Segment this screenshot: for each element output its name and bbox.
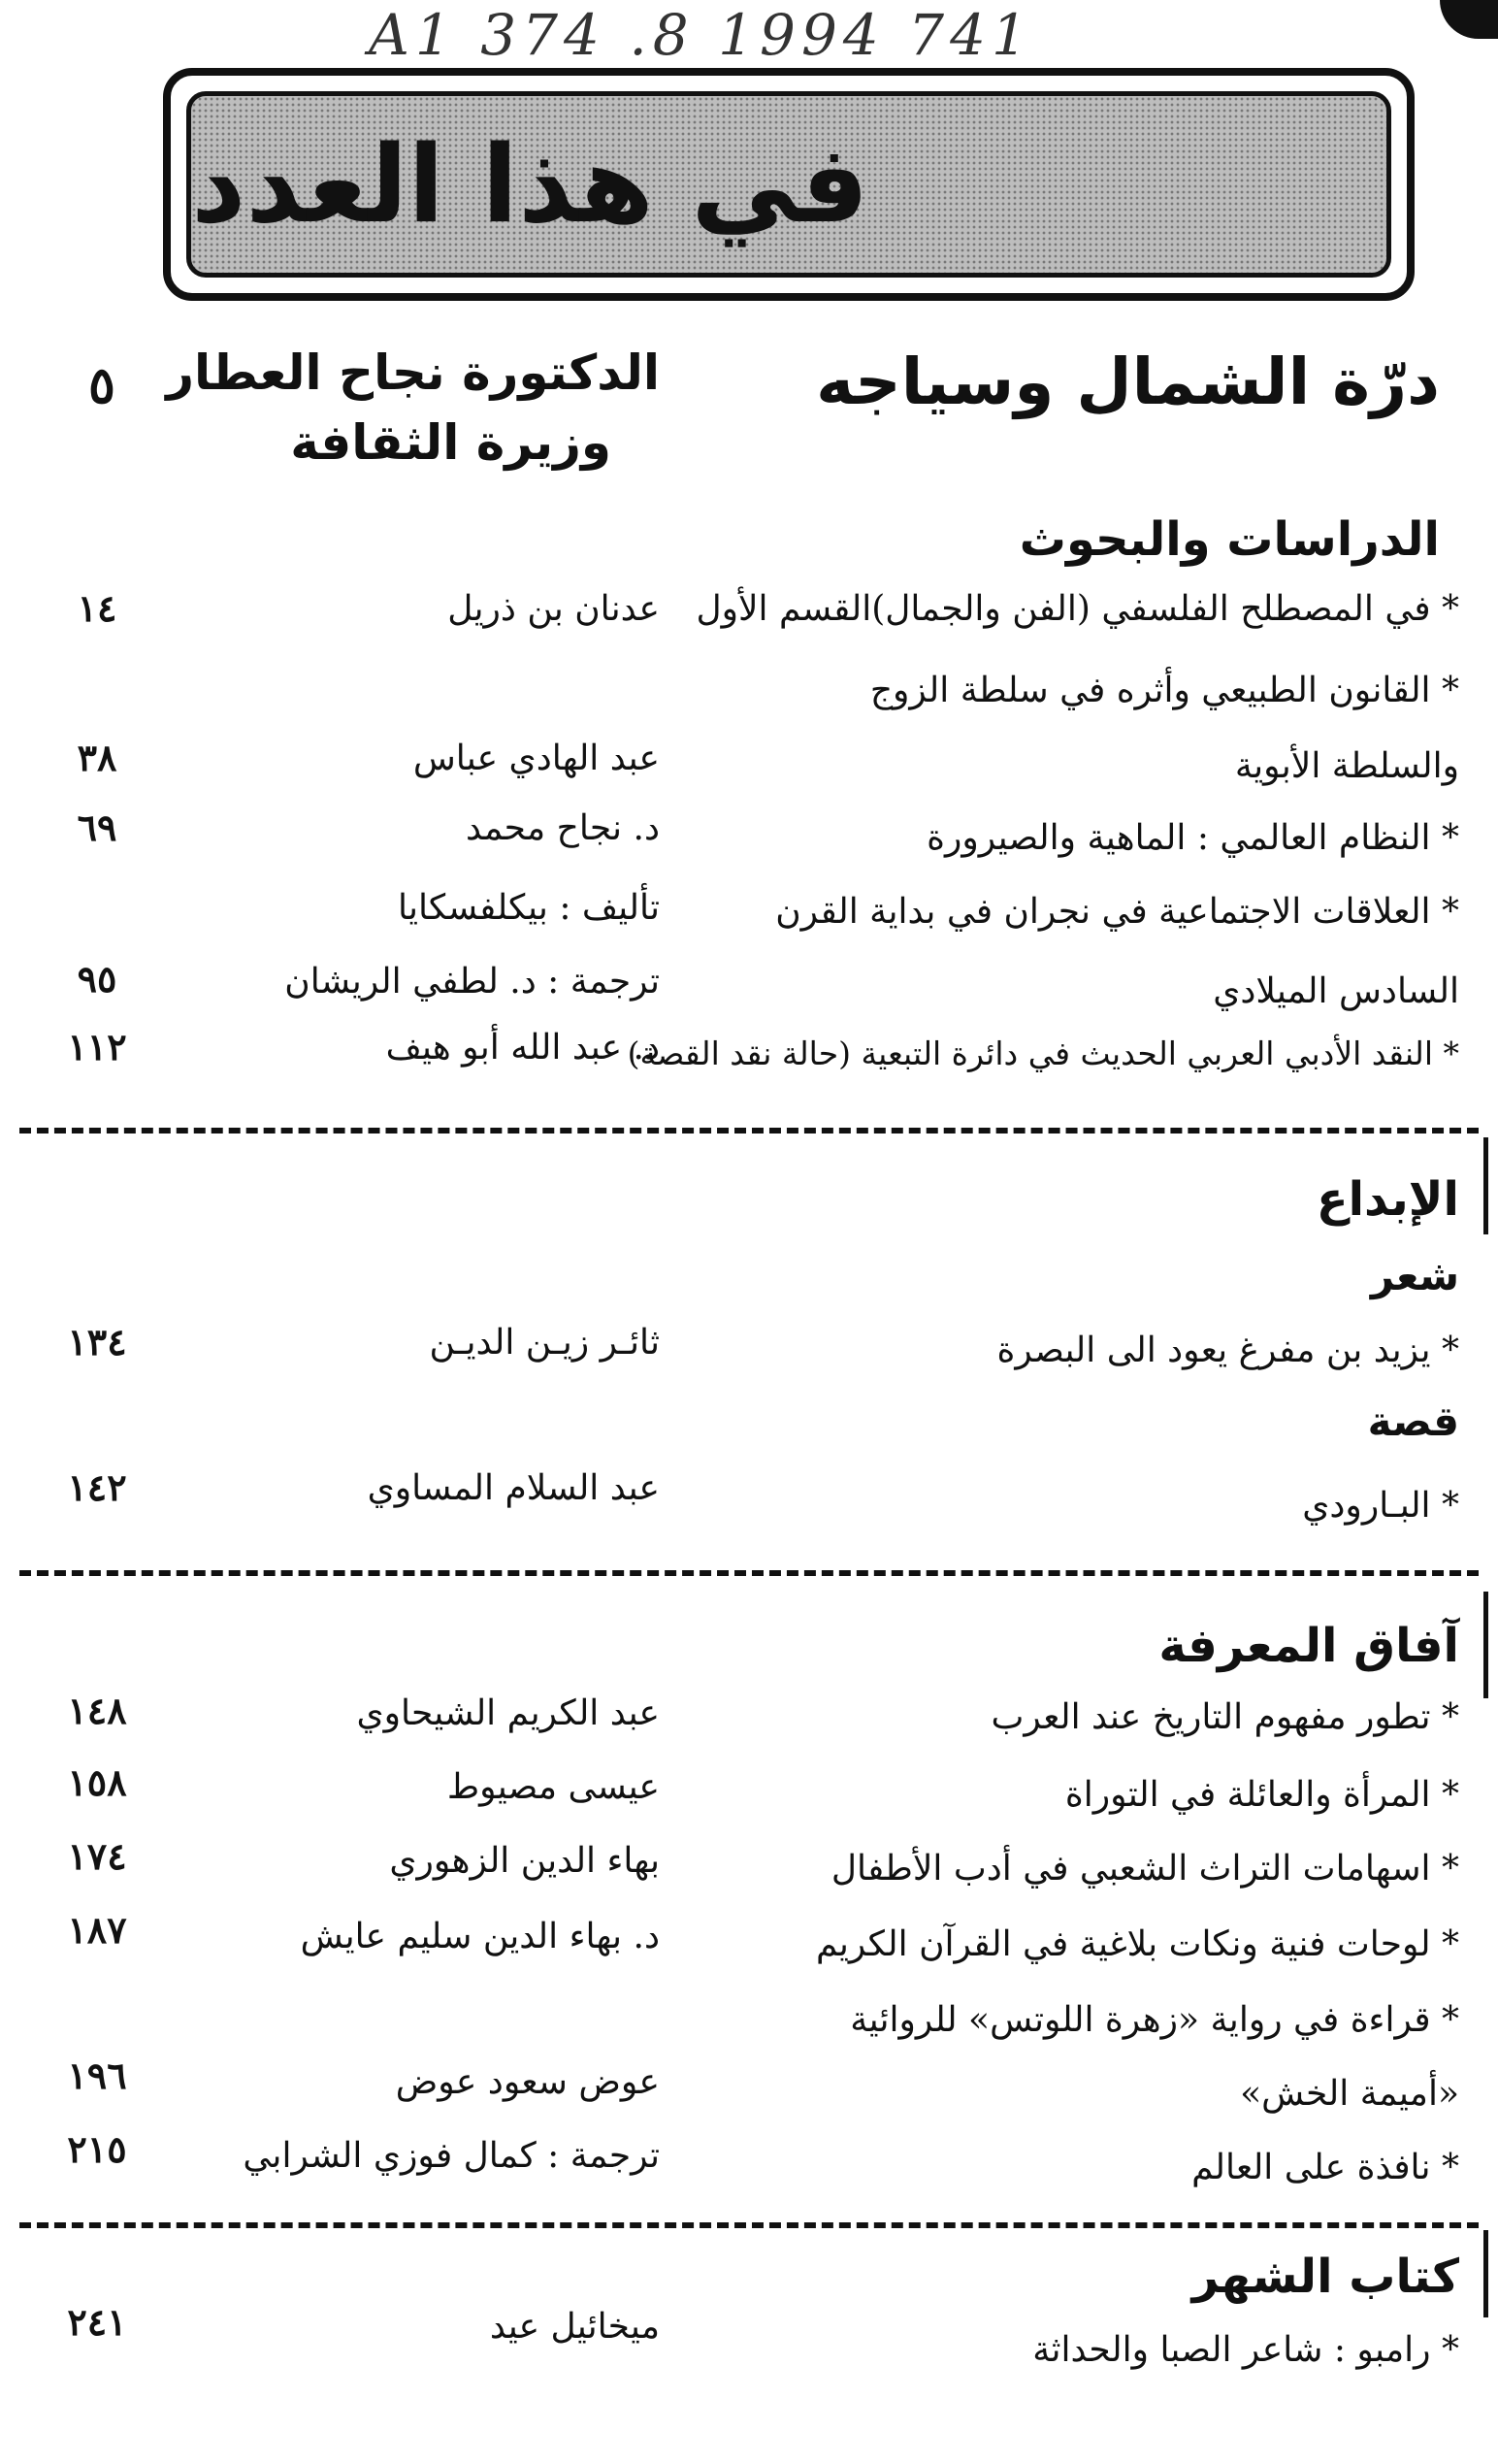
scan-corner-mark bbox=[1440, 0, 1498, 39]
toc-page: ٢١٥ bbox=[67, 2127, 127, 2171]
feature-author: الدكتورة نجاح العطار bbox=[166, 345, 660, 401]
toc-author: د. نجاح محمد bbox=[465, 808, 660, 848]
toc-title: * رامبو : شاعر الصبا والحداثة bbox=[1032, 2330, 1459, 2370]
toc-title: * يزيد بن مفرغ يعود الى البصرة bbox=[996, 1331, 1459, 1370]
toc-page: ٩٥ bbox=[77, 957, 117, 1001]
toc-author: عبد الهادي عباس bbox=[412, 739, 660, 778]
banner-frame bbox=[163, 68, 1415, 301]
section-title-book-of-month: كتاب الشهر bbox=[1191, 2250, 1459, 2304]
toc-title: * في المصطلح الفلسفي (الفن والجمال)القسم الأول bbox=[696, 589, 1459, 629]
toc-title: * القانون الطبيعي وأثره في سلطة الزوج bbox=[869, 671, 1459, 710]
toc-title: * البـارودي bbox=[1302, 1486, 1459, 1526]
subsection-title-story: قصة bbox=[1367, 1397, 1459, 1445]
section-title-horizons: آفاق المعرفة bbox=[1158, 1619, 1459, 1673]
toc-title: والسلطة الأبوية bbox=[1234, 746, 1459, 786]
feature-credit bbox=[39, 345, 660, 490]
toc-page: ٦٩ bbox=[77, 805, 117, 849]
toc-page: ١٣٤ bbox=[67, 1320, 127, 1363]
section-marker-bar bbox=[1483, 1592, 1488, 1698]
toc-title: * لوحات فنية ونكات بلاغية في القرآن الكريم bbox=[815, 1924, 1459, 1964]
toc-author: ترجمة : د. لطفي الريشان bbox=[284, 962, 660, 1002]
toc-author: عبد السلام المساوي bbox=[367, 1468, 660, 1508]
banner-panel bbox=[186, 91, 1391, 278]
toc-author: عبد الكريم الشيحاوي bbox=[356, 1693, 660, 1733]
toc-page: ٢٤١ bbox=[67, 2300, 127, 2344]
section-marker-bar bbox=[1483, 1137, 1488, 1234]
toc-author: عدنان بن ذريل bbox=[447, 589, 660, 629]
feature-page: ٥ bbox=[88, 356, 115, 415]
toc-title: * اسهامات التراث الشعبي في أدب الأطفال bbox=[830, 1849, 1459, 1889]
toc-page: ١٤٢ bbox=[67, 1465, 127, 1509]
toc-author: عيسى مصيوط bbox=[446, 1767, 660, 1807]
toc-title: * النقد الأدبي العربي الحديث في دائرة التبعية (حالة نقد القصة) bbox=[627, 1035, 1459, 1072]
toc-author: بهاء الدين الزهوري bbox=[389, 1841, 660, 1881]
toc-page: ١١٢ bbox=[67, 1025, 127, 1068]
section-title-creativity: الإبداع bbox=[1316, 1172, 1459, 1227]
toc-title: * العلاقات الاجتماعية في نجران في بداية القرن bbox=[775, 892, 1459, 932]
toc-title: * نافذة على العالم bbox=[1191, 2148, 1459, 2187]
toc-author: عوض سعود عوض bbox=[395, 2062, 660, 2102]
section-divider bbox=[19, 2222, 1479, 2228]
toc-author: ثائـر زيـن الديـن bbox=[429, 1323, 660, 1363]
toc-page: ١٤٨ bbox=[67, 1689, 127, 1732]
subsection-title-poetry: شعر bbox=[1370, 1252, 1459, 1299]
toc-author: د. عبد الله أبو هيف bbox=[385, 1028, 660, 1068]
toc-title: السادس الميلادي bbox=[1213, 971, 1459, 1011]
toc-author: د. بهاء الدين سليم عايش bbox=[300, 1917, 660, 1956]
toc-page: ١٩٦ bbox=[67, 2053, 127, 2097]
toc-title: «أميمة الخش» bbox=[1240, 2074, 1459, 2114]
toc-page: ١٧٤ bbox=[67, 1834, 127, 1878]
toc-page: ١٤ bbox=[77, 586, 117, 630]
feature-author-role: وزيرة الثقافة bbox=[290, 414, 611, 471]
banner-title: في هذا العدد bbox=[191, 122, 869, 246]
toc-title: * تطور مفهوم التاريخ عند العرب bbox=[991, 1697, 1459, 1737]
toc-title: * النظام العالمي : الماهية والصيرورة bbox=[927, 818, 1459, 858]
section-title-studies: الدراسات والبحوث bbox=[1019, 512, 1440, 567]
feature-title: درّة الشمال وسياجه bbox=[816, 345, 1440, 419]
handwritten-reference: A1 374 .8 1994 741 bbox=[369, 2, 1033, 68]
toc-title: * قراءة في رواية «زهرة اللوتس» للروائية bbox=[850, 2000, 1459, 2040]
toc-title: * المرأة والعائلة في التوراة bbox=[1064, 1775, 1459, 1815]
toc-page: ١٥٨ bbox=[67, 1760, 127, 1804]
toc-page: ١٨٧ bbox=[67, 1908, 127, 1952]
section-divider bbox=[19, 1570, 1479, 1576]
section-marker-bar bbox=[1483, 2230, 1488, 2317]
toc-page: ٣٨ bbox=[77, 736, 117, 779]
toc-author: ميخائيل عيد bbox=[489, 2307, 660, 2347]
toc-author: ترجمة : كمال فوزي الشرابي bbox=[243, 2136, 660, 2176]
toc-author: تأليف : بيكلفسكايا bbox=[398, 888, 660, 928]
section-divider bbox=[19, 1128, 1479, 1133]
